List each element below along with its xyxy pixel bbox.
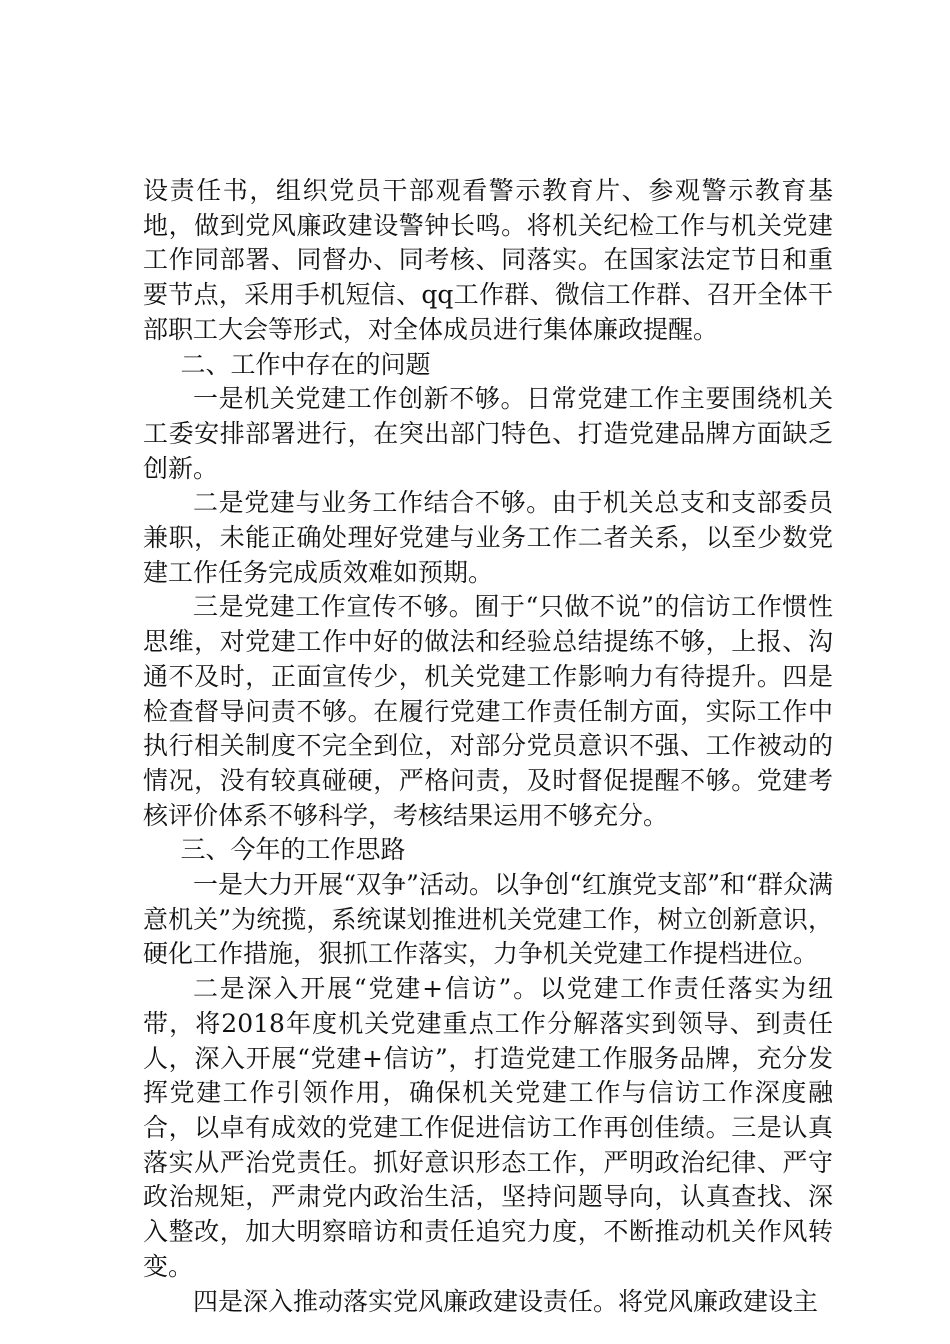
paragraph-continuation: 设责任书，组织党员干部观看警示教育片、参观警示教育基地，做到党风廉政建设警钟长鸣。将机关纪检工作与机关党建工作同部署、同督办、同考核、同落实。在国家法定节日和重要节点，采用手机短信、qq工作群、微信工作群、召开全体干部职工大会等形式，对全体成员进行集体廉政提醒。 bbox=[143, 176, 833, 344]
paragraph-plan-4: 四是深入推动落实党风廉政建设责任。将党风廉政建设主 bbox=[193, 1286, 819, 1316]
paragraph-problem-2: 二是党建与业务工作结合不够。由于机关总支和支部委员兼职，未能正确处理好党建与业务工作二者关系，以至少数党建工作任务完成质效难如预期。 bbox=[143, 488, 833, 587]
section-heading-problems: 二、工作中存在的问题 bbox=[180, 349, 431, 379]
paragraph-plan-2: 二是深入开展“党建+信访”。以党建工作责任落实为纽带，将2018年度机关党建重点工作分解落实到领导、到责任人，深入开展“党建+信访”，打造党建工作服务品牌，充分发挥党建工作引领作用，确保机关党建工作与信访工作深度融合，以卓有成效的党建工作促进信访工作再创佳绩。三是认真落实从严治党责任。抓好意识形态工作，严明政治纪律、严守政治规矩，严肃党内政治生活，坚持问题导向，认真查找、深入整改，加大明察暗访和责任追究力度，不断推动机关作风转变。 bbox=[143, 974, 833, 1281]
section-heading-plans: 三、今年的工作思路 bbox=[180, 835, 406, 865]
paragraph-problem-3: 三是党建工作宣传不够。囿于“只做不说”的信访工作惯性思维，对党建工作中好的做法和经验总结提练不够，上报、沟通不及时，正面宣传少，机关党建工作影响力有待提升。四是检查督导问责不够。在履行党建工作责任制方面，实际工作中执行相关制度不完全到位，对部分党员意识不强、工作被动的情况，没有较真碰硬，严格问责，及时督促提醒不够。党建考核评价体系不够科学，考核结果运用不够充分。 bbox=[143, 592, 833, 830]
document-body bbox=[143, 174, 833, 1319]
paragraph-plan-1: 一是大力开展“双争”活动。以争创“红旗党支部”和“群众满意机关”为统揽，系统谋划推进机关党建工作，树立创新意识，硬化工作措施，狠抓工作落实，力争机关党建工作提档进位。 bbox=[143, 870, 833, 969]
paragraph-problem-1: 一是机关党建工作创新不够。日常党建工作主要围绕机关工委安排部署进行，在突出部门特色、打造党建品牌方面缺乏创新。 bbox=[143, 384, 833, 483]
